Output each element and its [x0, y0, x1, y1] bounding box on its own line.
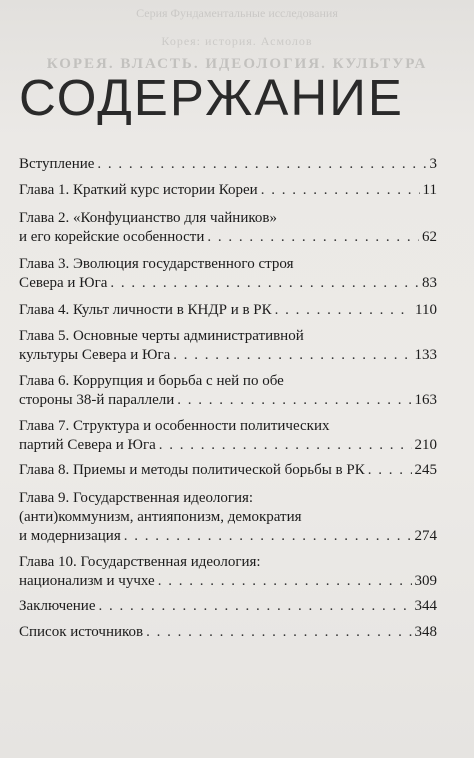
toc-page-number: 83	[422, 275, 437, 291]
toc-entry[interactable]	[19, 372, 437, 410]
toc-entry[interactable]	[19, 155, 437, 174]
toc-entry-last-line	[19, 623, 437, 642]
dot-leader	[158, 572, 412, 591]
toc-entry[interactable]	[19, 209, 437, 247]
toc-entry-title-line: национализм и чучхе	[19, 573, 155, 589]
toc-entry-last-line	[19, 301, 437, 320]
toc-entry-last-line	[19, 155, 437, 174]
toc-entry-title-line: Глава 5. Основные черты административной	[19, 328, 304, 344]
toc-page-number: 163	[414, 392, 437, 408]
toc-entry-title-line: Севера и Юга	[19, 275, 108, 291]
toc-entry[interactable]	[19, 181, 437, 200]
toc-entry-last-line	[19, 181, 437, 200]
toc-entry-last-line	[19, 346, 437, 365]
toc-entry-title-line: и модернизация	[19, 528, 121, 544]
toc-entry-title-line: культуры Севера и Юга	[19, 347, 171, 363]
toc-page-number: 11	[422, 182, 437, 198]
page-title: СОДЕРЖАНИЕ	[19, 69, 404, 126]
toc-entry-title-line: Глава 8. Приемы и методы политической борьбы в РК	[19, 462, 365, 478]
toc-entry-last-line	[19, 391, 437, 410]
toc-entry[interactable]	[19, 327, 437, 365]
bleed-through-text: Корея: история. Асмолов	[161, 34, 313, 48]
dot-leader	[207, 228, 419, 247]
toc-page-number: 309	[414, 573, 437, 589]
dot-leader	[99, 597, 412, 616]
toc-entry-title-line: Глава 1. Краткий курс истории Кореи	[19, 182, 258, 198]
bleed-through-text: КОРЕЯ. ВЛАСТЬ. ИДЕОЛОГИЯ. КУЛЬТУРА	[46, 56, 428, 72]
toc-page-number: 133	[414, 347, 437, 363]
dot-leader	[97, 155, 426, 174]
toc-entry-last-line	[19, 436, 437, 455]
toc-page-number: 110	[415, 302, 437, 318]
dot-leader	[159, 436, 412, 455]
toc-entry-title-line: Глава 2. «Конфуцианство для чайников»	[19, 210, 277, 226]
toc-entry-title-line: Глава 4. Культ личности в КНДР и в РК	[19, 302, 272, 318]
toc-entry[interactable]	[19, 597, 437, 616]
toc-entry-title-line: Глава 9. Государственная идеология:	[19, 490, 254, 506]
dot-leader	[173, 346, 411, 365]
toc-entry-title-line: Список источников	[19, 624, 144, 640]
toc-entry-title-line: стороны 38-й параллели	[19, 392, 175, 408]
toc-entry-last-line	[19, 597, 437, 616]
toc-page-number: 3	[429, 156, 437, 172]
toc-entry[interactable]	[19, 461, 437, 480]
toc-page-number: 274	[414, 528, 437, 544]
toc-page-number: 245	[414, 462, 437, 478]
toc-page-number: 344	[414, 598, 437, 614]
toc-entry-title-line: Глава 7. Структура и особенности политических	[19, 418, 330, 434]
toc-entry[interactable]	[19, 623, 437, 642]
dot-leader	[124, 527, 412, 546]
toc-page-number: 348	[414, 624, 437, 640]
toc-entry[interactable]	[19, 255, 437, 293]
toc-entry-title-line: и его корейские особенности	[19, 229, 205, 245]
toc-entry-title-line: (анти)коммунизм, антияпонизм, демократия	[19, 509, 302, 525]
toc-entry-title-line: партий Севера и Юга	[19, 437, 156, 453]
toc-entry-title-line: Глава 10. Государственная идеология:	[19, 554, 261, 570]
toc-entry-title-line: Вступление	[19, 156, 95, 172]
dot-leader	[177, 391, 411, 410]
toc-entry-last-line	[19, 572, 437, 591]
toc-entry-last-line	[19, 274, 437, 293]
toc-entry[interactable]	[19, 553, 437, 591]
toc-entry-title-line: Глава 6. Коррупция и борьба с ней по обе	[19, 373, 284, 389]
toc-entry[interactable]	[19, 417, 437, 455]
toc-entry[interactable]	[19, 301, 437, 320]
dot-leader	[368, 461, 412, 480]
toc-entry-last-line	[19, 527, 437, 546]
toc-entry-last-line	[19, 461, 437, 480]
toc-page-number: 62	[422, 229, 437, 245]
bleed-through-text: Серия Фундаментальные исследования	[136, 6, 338, 20]
toc-entry-title-line: Глава 3. Эволюция государственного строя	[19, 256, 294, 272]
dot-leader	[146, 623, 411, 642]
dot-leader	[275, 301, 412, 320]
toc-entry-last-line	[19, 228, 437, 247]
dot-leader	[261, 181, 420, 200]
toc-page-number: 210	[414, 437, 437, 453]
toc-entry[interactable]	[19, 489, 437, 546]
toc-entry-title-line: Заключение	[19, 598, 96, 614]
dot-leader	[110, 274, 419, 293]
